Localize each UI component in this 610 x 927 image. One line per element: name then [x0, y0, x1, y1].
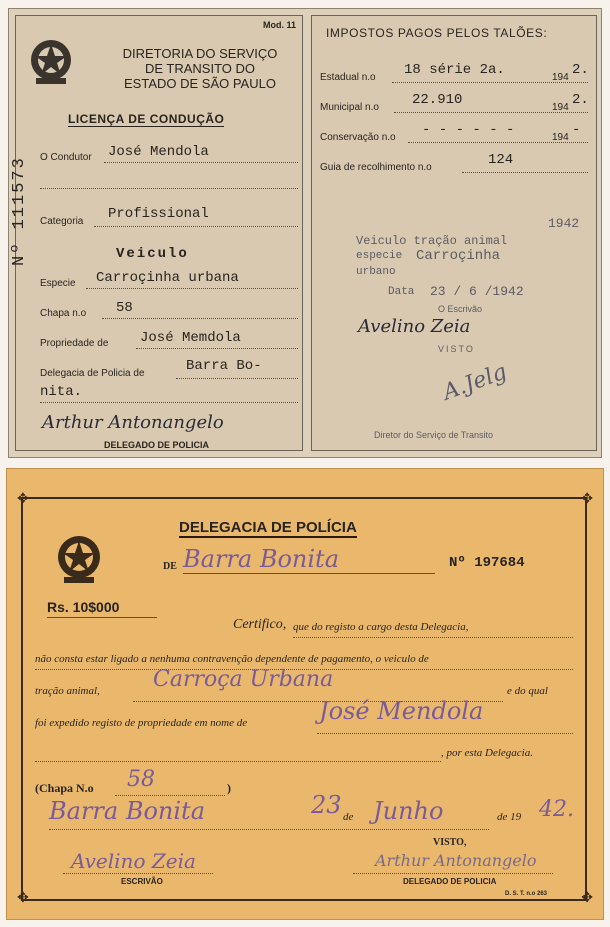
cert-line-4-label: foi expedido registo de propriedade em nome de: [35, 717, 248, 729]
license-title: LICENÇA DE CONDUÇÃO: [68, 112, 225, 126]
cert-line-5-end: , por esta Delegacia.: [441, 747, 533, 759]
guia-label: Guia de recolhimento n.o: [320, 162, 432, 173]
issuer-line-3: ESTADO DE SÃO PAULO: [124, 76, 276, 91]
place-value: Barra Bonita: [49, 797, 205, 825]
categoria-label: Categoria: [40, 216, 84, 227]
escrivao-signature: Avelino Zeia: [358, 316, 471, 337]
de-value: Barra Bonita: [183, 545, 339, 573]
categoria-value: Profissional: [108, 206, 209, 222]
certificate-number: Nº 197684: [449, 555, 525, 571]
cert-owner-value: José Mendola: [319, 697, 484, 725]
corner-ornament-icon: ✥: [581, 492, 593, 507]
cert-vehicle-value: Carroça Urbana: [153, 667, 334, 692]
escrivao-signature: Avelino Zeia: [71, 849, 196, 873]
visto-label: VISTO,: [433, 837, 467, 848]
municipal-year-digit: 2.: [572, 92, 589, 108]
driving-license-card: [8, 8, 602, 458]
stamp-year: 1942: [548, 216, 580, 231]
veiculo-heading: Veiculo: [116, 246, 189, 262]
chapa-value: 58: [127, 767, 155, 792]
municipal-value: 22.910: [412, 92, 463, 108]
guia-value: 124: [488, 152, 514, 168]
director-label: Diretor do Serviço de Transito: [374, 430, 494, 440]
stamp-line-2b: Carroçinha: [416, 248, 501, 264]
license-left-panel: [10, 15, 303, 451]
chapa-close: ): [227, 781, 231, 795]
delegacia-value-1: Barra Bo-: [186, 358, 262, 374]
cert-line-2: não consta estar ligado a nenhuma contravenção dependente de pagamento, o veiculo de: [35, 653, 429, 665]
police-certificate: [6, 468, 604, 920]
certificate-border: [21, 497, 587, 901]
municipal-label: Municipal n.o: [320, 102, 379, 113]
condutor-label: O Condutor: [40, 152, 92, 163]
stamp-line-2a: especie: [356, 250, 403, 262]
delegacia-label: Delegacia de Policia de: [40, 368, 145, 379]
visto-label: VISTO: [438, 344, 475, 354]
model-number: Mod. 11: [262, 20, 296, 30]
month-value: Junho: [373, 797, 444, 825]
de-1: de: [343, 811, 354, 823]
estadual-label: Estadual n.o: [320, 72, 376, 83]
director-signature: A.Jelg: [439, 359, 511, 406]
conservacao-year: 194: [552, 132, 569, 143]
footer-code: D. S. T. n.o 263: [505, 891, 548, 897]
propriedade-value: José Memdola: [140, 330, 241, 346]
de-label: DE: [163, 561, 177, 572]
conservacao-value: - - - - - -: [422, 122, 515, 138]
serial-number: Nº 111573: [10, 156, 29, 266]
estadual-year-digit: 2.: [572, 62, 589, 78]
certifico-text: Certifico,: [233, 617, 287, 632]
especie-label: Especie: [40, 278, 76, 289]
corner-ornament-icon: ✥: [17, 492, 29, 507]
condutor-value: José Mendola: [108, 144, 209, 160]
year-value: 42.: [539, 797, 574, 822]
chapa-value: 58: [116, 300, 133, 316]
data-value: 23 / 6 /1942: [430, 284, 524, 299]
stamp-line-3: urbano: [356, 266, 396, 278]
delegacia-value-2: nita.: [40, 384, 83, 400]
municipal-year: 194: [552, 102, 569, 113]
brasao-seal-icon: [53, 529, 105, 587]
data-label: Data: [388, 286, 415, 298]
stamp-line-1: Veiculo tração animal: [356, 234, 508, 248]
day-value: 23: [311, 791, 342, 819]
especie-value: Carroçinha urbana: [96, 270, 239, 286]
brasao-seal-icon: [26, 32, 76, 88]
issuer-line-2: DE TRANSITO DO: [144, 61, 256, 76]
corner-ornament-icon: ✥: [581, 891, 593, 906]
license-right-panel: [311, 15, 597, 451]
impostos-heading: IMPOSTOS PAGOS PELOS TALÕES:: [326, 26, 548, 40]
delegado-signature: Arthur Antonangelo: [375, 851, 537, 870]
chapa-label: (Chapa N.o: [35, 781, 94, 795]
conservacao-label: Conservação n.o: [320, 132, 396, 143]
estadual-value: 18 série 2a.: [404, 62, 505, 78]
chapa-label: Chapa n.o: [40, 308, 87, 319]
de-2: de 19: [497, 811, 522, 823]
propriedade-label: Propriedade de: [40, 338, 109, 349]
cert-line-1: que do registo a cargo desta Delegacia,: [293, 621, 469, 633]
delegado-label: DELEGADO DE POLICIA: [104, 440, 210, 450]
delegado-label: DELEGADO DE POLICIA: [403, 877, 497, 886]
corner-ornament-icon: ✥: [17, 891, 29, 906]
fee: Rs. 10$000: [47, 599, 120, 615]
conservacao-year-digit: -: [572, 122, 581, 138]
delegado-signature: Arthur Antonangelo: [42, 412, 224, 433]
certificate-title: DELEGACIA DE POLÍCIA: [179, 519, 357, 536]
estadual-year: 194: [552, 72, 569, 83]
escrivao-label: O Escrivão: [438, 304, 483, 314]
cert-line-3-end: e do qual: [507, 685, 548, 697]
cert-line-3-label: tração animal,: [35, 685, 100, 697]
issuer-line-1: DIRETORIA DO SERVIÇO: [122, 46, 278, 61]
escrivao-label: ESCRIVÃO: [121, 877, 163, 886]
issuer-header: [100, 46, 300, 91]
